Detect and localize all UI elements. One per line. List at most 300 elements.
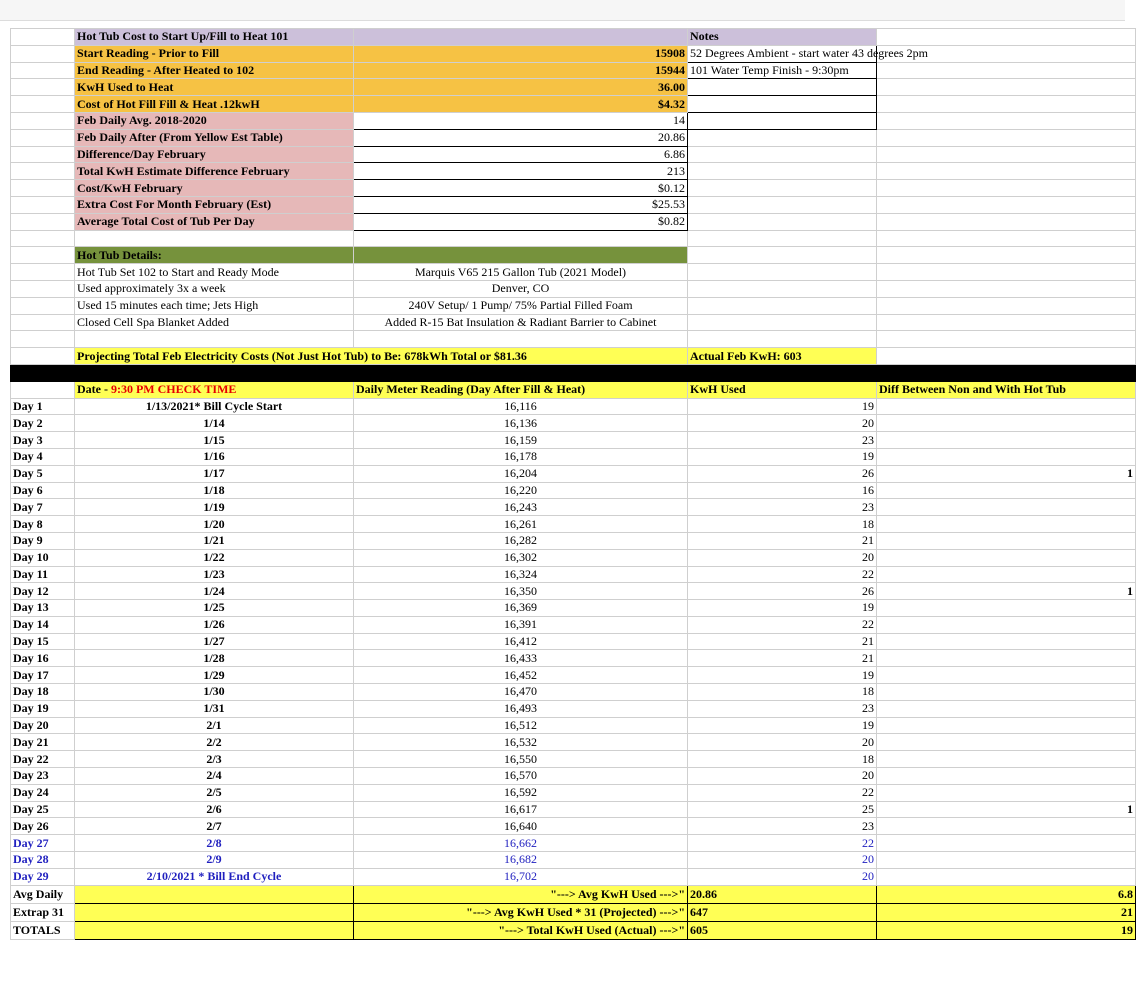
summary-label[interactable]: Extrap 31 (11, 903, 75, 921)
cost-label[interactable]: KwH Used to Heat (75, 79, 354, 96)
cost-label[interactable]: Extra Cost For Month February (Est) (75, 196, 354, 213)
meter-reading[interactable]: 16,159 (354, 432, 688, 449)
diff-cell[interactable] (877, 432, 1136, 449)
date-cell[interactable]: 2/8 (75, 835, 354, 852)
kwh-used[interactable]: 19 (688, 667, 877, 684)
log-row (11, 768, 1136, 785)
empty-cell[interactable] (75, 903, 354, 921)
empty-cell[interactable] (75, 331, 354, 348)
summary-diff[interactable]: 19 (877, 921, 1136, 939)
date-cell[interactable]: 2/10/2021 * Bill End Cycle (75, 868, 354, 885)
detail-left[interactable]: Hot Tub Set 102 to Start and Ready Mode (75, 264, 354, 281)
detail-right[interactable]: Denver, CO (354, 280, 688, 297)
day-label[interactable]: Day 29 (11, 868, 75, 885)
diff-cell[interactable] (877, 751, 1136, 768)
empty-cell[interactable] (75, 230, 354, 247)
day-label[interactable]: Day 16 (11, 650, 75, 667)
day-label[interactable]: Day 26 (11, 818, 75, 835)
empty-cell[interactable] (688, 230, 877, 247)
cost-value[interactable]: $0.82 (354, 213, 688, 230)
row-label-cell[interactable] (11, 196, 75, 213)
cost-value[interactable]: 14 (354, 112, 688, 129)
empty-cell[interactable] (877, 314, 1136, 331)
meter-reading[interactable]: 16,204 (354, 465, 688, 482)
diff-cell[interactable] (877, 566, 1136, 583)
empty-cell[interactable] (354, 364, 688, 381)
cost-row (11, 196, 1136, 213)
day-label[interactable]: Day 20 (11, 717, 75, 734)
summary-text[interactable]: "---> Total KwH Used (Actual) --->" (354, 921, 688, 939)
log-row (11, 667, 1136, 684)
cost-note[interactable] (688, 112, 877, 129)
diff-cell[interactable] (877, 684, 1136, 701)
summary-row (11, 921, 1136, 939)
summary-value[interactable]: 605 (688, 921, 877, 939)
day-label[interactable]: Day 25 (11, 801, 75, 818)
log-row (11, 684, 1136, 701)
day-label[interactable]: Day 1 (11, 398, 75, 415)
day-label[interactable]: Day 9 (11, 532, 75, 549)
cost-label[interactable]: Average Total Cost of Tub Per Day (75, 213, 354, 230)
row-label-cell[interactable] (11, 79, 75, 96)
cost-row (11, 163, 1136, 180)
day-label[interactable]: Day 8 (11, 516, 75, 533)
cost-header-row (11, 29, 1136, 46)
cost-label[interactable]: Cost of Hot Fill Fill & Heat .12kwH (75, 96, 354, 113)
row-label-cell[interactable] (11, 129, 75, 146)
empty-cell[interactable] (877, 146, 1136, 163)
kwh-used[interactable]: 22 (688, 784, 877, 801)
diff-cell[interactable] (877, 499, 1136, 516)
empty-cell[interactable] (75, 885, 354, 903)
day-label[interactable]: Day 19 (11, 700, 75, 717)
empty-cell[interactable] (11, 331, 75, 348)
meter-reading[interactable]: 16,412 (354, 633, 688, 650)
cost-note[interactable]: 101 Water Temp Finish - 9:30pm (688, 62, 877, 79)
empty-cell[interactable] (877, 213, 1136, 230)
cost-value[interactable]: 36.00 (354, 79, 688, 96)
log-row (11, 566, 1136, 583)
date-cell[interactable]: 2/6 (75, 801, 354, 818)
detail-right[interactable]: 240V Setup/ 1 Pump/ 75% Partial Filled Foam (354, 297, 688, 314)
kwh-used[interactable]: 18 (688, 751, 877, 768)
diff-cell[interactable]: 1 (877, 583, 1136, 600)
empty-cell[interactable] (877, 62, 1136, 79)
kwh-header[interactable]: KwH Used (688, 381, 877, 398)
detail-right[interactable]: Marquis V65 215 Gallon Tub (2021 Model) (354, 264, 688, 281)
cost-row (11, 180, 1136, 197)
blank-row (11, 230, 1136, 247)
kwh-used[interactable]: 18 (688, 684, 877, 701)
meter-reading[interactable]: 16,350 (354, 583, 688, 600)
kwh-used[interactable]: 19 (688, 717, 877, 734)
log-row (11, 415, 1136, 432)
cost-note[interactable] (688, 79, 877, 96)
date-cell[interactable]: 2/2 (75, 734, 354, 751)
empty-cell[interactable] (688, 213, 877, 230)
diff-cell[interactable] (877, 734, 1136, 751)
diff-cell[interactable] (877, 482, 1136, 499)
cost-value[interactable]: $4.32 (354, 96, 688, 113)
day-label[interactable]: Day 2 (11, 415, 75, 432)
summary-diff[interactable]: 21 (877, 903, 1136, 921)
empty-cell[interactable] (11, 230, 75, 247)
row-label-cell[interactable] (11, 29, 75, 46)
day-label[interactable]: Day 6 (11, 482, 75, 499)
empty-cell[interactable] (11, 364, 75, 381)
cost-label[interactable]: End Reading - After Heated to 102 (75, 62, 354, 79)
kwh-used[interactable]: 23 (688, 818, 877, 835)
day-label[interactable]: Day 21 (11, 734, 75, 751)
diff-cell[interactable] (877, 700, 1136, 717)
kwh-used[interactable]: 20 (688, 852, 877, 869)
summary-label[interactable]: TOTALS (11, 921, 75, 939)
row-label-cell[interactable] (11, 314, 75, 331)
cost-value[interactable]: $0.12 (354, 180, 688, 197)
cost-value[interactable]: 213 (354, 163, 688, 180)
date-cell[interactable]: 1/23 (75, 566, 354, 583)
diff-cell[interactable] (877, 600, 1136, 617)
meter-reading[interactable]: 16,532 (354, 734, 688, 751)
reading-header[interactable]: Daily Meter Reading (Day After Fill & Heat) (354, 381, 688, 398)
empty-cell[interactable] (688, 364, 877, 381)
date-cell[interactable]: 2/1 (75, 717, 354, 734)
day-label[interactable]: Day 18 (11, 684, 75, 701)
date-cell[interactable]: 2/9 (75, 852, 354, 869)
day-label[interactable]: Day 22 (11, 751, 75, 768)
row-label-cell[interactable] (11, 62, 75, 79)
meter-reading[interactable]: 16,570 (354, 768, 688, 785)
cost-row (11, 213, 1136, 230)
diff-cell[interactable] (877, 868, 1136, 885)
meter-reading[interactable]: 16,452 (354, 667, 688, 684)
empty-cell[interactable] (688, 297, 877, 314)
date-cell[interactable]: 1/20 (75, 516, 354, 533)
date-header-label: Date - (77, 382, 111, 397)
date-cell[interactable]: 1/15 (75, 432, 354, 449)
empty-cell[interactable] (877, 79, 1136, 96)
detail-right[interactable]: Added R-15 Bat Insulation & Radiant Barrier to Cabinet (354, 314, 688, 331)
day-label[interactable]: Day 5 (11, 465, 75, 482)
cost-value[interactable]: $25.53 (354, 196, 688, 213)
log-row (11, 751, 1136, 768)
row-label-cell[interactable] (11, 213, 75, 230)
empty-cell[interactable] (688, 146, 877, 163)
kwh-used[interactable]: 22 (688, 616, 877, 633)
empty-cell[interactable] (354, 29, 688, 46)
kwh-used[interactable]: 20 (688, 734, 877, 751)
diff-cell[interactable] (877, 633, 1136, 650)
empty-cell[interactable] (354, 331, 688, 348)
kwh-used[interactable]: 16 (688, 482, 877, 499)
diff-cell[interactable]: 1 (877, 801, 1136, 818)
row-label-cell[interactable] (11, 96, 75, 113)
kwh-used[interactable]: 25 (688, 801, 877, 818)
cost-label[interactable]: Start Reading - Prior to Fill (75, 45, 354, 62)
meter-reading[interactable]: 16,702 (354, 868, 688, 885)
projection-actual[interactable]: Actual Feb KwH: 603 (688, 348, 877, 365)
cost-label[interactable]: Cost/KwH February (75, 180, 354, 197)
diff-cell[interactable] (877, 717, 1136, 734)
summary-diff[interactable]: 6.8 (877, 885, 1136, 903)
diff-cell[interactable] (877, 852, 1136, 869)
empty-cell[interactable] (877, 163, 1136, 180)
row-label-cell[interactable] (11, 45, 75, 62)
kwh-used[interactable]: 19 (688, 600, 877, 617)
day-label[interactable]: Day 10 (11, 549, 75, 566)
spreadsheet-grid (10, 28, 1136, 940)
meter-reading[interactable]: 16,220 (354, 482, 688, 499)
date-cell[interactable]: 2/4 (75, 768, 354, 785)
day-label[interactable]: Day 17 (11, 667, 75, 684)
empty-cell[interactable] (688, 247, 877, 264)
kwh-used[interactable]: 20 (688, 868, 877, 885)
diff-cell[interactable] (877, 835, 1136, 852)
meter-reading[interactable]: 16,617 (354, 801, 688, 818)
diff-cell[interactable] (877, 516, 1136, 533)
empty-cell[interactable] (688, 180, 877, 197)
meter-reading[interactable]: 16,682 (354, 852, 688, 869)
meter-reading[interactable]: 16,550 (354, 751, 688, 768)
date-cell[interactable]: 1/26 (75, 616, 354, 633)
empty-cell[interactable] (688, 129, 877, 146)
empty-cell[interactable] (688, 196, 877, 213)
date-cell[interactable]: 1/22 (75, 549, 354, 566)
kwh-used[interactable]: 20 (688, 768, 877, 785)
meter-reading[interactable]: 16,243 (354, 499, 688, 516)
day-label[interactable]: Day 28 (11, 852, 75, 869)
date-cell[interactable]: 1/24 (75, 583, 354, 600)
empty-cell[interactable] (688, 264, 877, 281)
kwh-used[interactable]: 21 (688, 532, 877, 549)
diff-header[interactable]: Diff Between Non and With Hot Tub (877, 381, 1136, 398)
details-header[interactable]: Hot Tub Details: (75, 247, 354, 264)
date-cell[interactable]: 1/18 (75, 482, 354, 499)
diff-cell[interactable]: 1 (877, 465, 1136, 482)
row-label-cell[interactable] (11, 381, 75, 398)
cost-row (11, 45, 1136, 62)
empty-cell[interactable] (75, 364, 354, 381)
summary-text[interactable]: "---> Avg KwH Used * 31 (Projected) --->" (354, 903, 688, 921)
kwh-used[interactable]: 20 (688, 549, 877, 566)
meter-reading[interactable]: 16,136 (354, 415, 688, 432)
kwh-used[interactable]: 22 (688, 835, 877, 852)
empty-cell[interactable] (688, 280, 877, 297)
row-label-cell[interactable] (11, 180, 75, 197)
empty-cell[interactable] (877, 280, 1136, 297)
meter-reading[interactable]: 16,433 (354, 650, 688, 667)
empty-cell[interactable] (877, 196, 1136, 213)
date-cell[interactable]: 1/16 (75, 448, 354, 465)
log-row (11, 633, 1136, 650)
kwh-used[interactable]: 18 (688, 516, 877, 533)
day-label[interactable]: Day 24 (11, 784, 75, 801)
detail-left[interactable]: Used approximately 3x a week (75, 280, 354, 297)
log-row (11, 432, 1136, 449)
log-row (11, 583, 1136, 600)
detail-left[interactable]: Closed Cell Spa Blanket Added (75, 314, 354, 331)
cost-label[interactable]: Difference/Day February (75, 146, 354, 163)
cost-row (11, 62, 1136, 79)
diff-cell[interactable] (877, 398, 1136, 415)
meter-reading[interactable]: 16,282 (354, 532, 688, 549)
day-label[interactable]: Day 12 (11, 583, 75, 600)
diff-cell[interactable] (877, 784, 1136, 801)
log-row (11, 835, 1136, 852)
empty-cell[interactable] (877, 331, 1136, 348)
cost-label[interactable]: Total KwH Estimate Difference February (75, 163, 354, 180)
empty-cell[interactable] (877, 264, 1136, 281)
diff-cell[interactable] (877, 448, 1136, 465)
diff-cell[interactable] (877, 650, 1136, 667)
row-label-cell[interactable] (11, 146, 75, 163)
diff-cell[interactable] (877, 415, 1136, 432)
day-label[interactable]: Day 23 (11, 768, 75, 785)
meter-reading[interactable]: 16,662 (354, 835, 688, 852)
cost-value[interactable]: 6.86 (354, 146, 688, 163)
date-cell[interactable]: 1/25 (75, 600, 354, 617)
kwh-used[interactable]: 23 (688, 499, 877, 516)
meter-reading[interactable]: 16,640 (354, 818, 688, 835)
kwh-used[interactable]: 23 (688, 432, 877, 449)
meter-reading[interactable]: 16,116 (354, 398, 688, 415)
kwh-used[interactable]: 21 (688, 633, 877, 650)
log-header-row (11, 381, 1136, 398)
empty-cell[interactable] (877, 348, 1136, 365)
row-label-cell[interactable] (11, 112, 75, 129)
log-row (11, 448, 1136, 465)
empty-cell[interactable] (877, 112, 1136, 129)
day-label[interactable]: Day 27 (11, 835, 75, 852)
log-row (11, 549, 1136, 566)
diff-cell[interactable] (877, 818, 1136, 835)
diff-cell[interactable] (877, 667, 1136, 684)
date-cell[interactable]: 1/30 (75, 684, 354, 701)
row-label-cell[interactable] (11, 247, 75, 264)
cost-note[interactable]: 52 Degrees Ambient - start water 43 degrees 2pm (688, 45, 877, 62)
empty-cell[interactable] (877, 364, 1136, 381)
empty-cell[interactable] (877, 96, 1136, 113)
empty-cell[interactable] (354, 230, 688, 247)
cost-section-title[interactable]: Hot Tub Cost to Start Up/Fill to Heat 101 (75, 29, 354, 46)
kwh-used[interactable]: 23 (688, 700, 877, 717)
summary-value[interactable]: 20.86 (688, 885, 877, 903)
row-label-cell[interactable] (11, 264, 75, 281)
meter-reading[interactable]: 16,592 (354, 784, 688, 801)
row-label-cell[interactable] (11, 348, 75, 365)
date-cell[interactable]: 1/31 (75, 700, 354, 717)
cost-value[interactable]: 15944 (354, 62, 688, 79)
kwh-used[interactable]: 22 (688, 566, 877, 583)
empty-cell[interactable] (877, 29, 1136, 46)
cost-label[interactable]: Feb Daily After (From Yellow Est Table) (75, 129, 354, 146)
log-row (11, 465, 1136, 482)
date-cell[interactable]: 2/5 (75, 784, 354, 801)
meter-reading[interactable]: 16,470 (354, 684, 688, 701)
date-header[interactable] (75, 381, 354, 398)
cost-value[interactable]: 20.86 (354, 129, 688, 146)
kwh-used[interactable]: 20 (688, 415, 877, 432)
log-row (11, 818, 1136, 835)
summary-text[interactable]: "---> Avg KwH Used --->" (354, 885, 688, 903)
empty-cell[interactable] (877, 297, 1136, 314)
date-cell[interactable]: 1/21 (75, 532, 354, 549)
diff-cell[interactable] (877, 532, 1136, 549)
kwh-used[interactable]: 26 (688, 465, 877, 482)
kwh-used[interactable]: 21 (688, 650, 877, 667)
kwh-used[interactable]: 19 (688, 398, 877, 415)
diff-cell[interactable] (877, 616, 1136, 633)
meter-reading[interactable]: 16,369 (354, 600, 688, 617)
detail-left[interactable]: Used 15 minutes each time; Jets High (75, 297, 354, 314)
empty-cell[interactable] (354, 247, 688, 264)
kwh-used[interactable]: 26 (688, 583, 877, 600)
day-label[interactable]: Day 4 (11, 448, 75, 465)
diff-cell[interactable] (877, 549, 1136, 566)
date-cell[interactable]: 2/3 (75, 751, 354, 768)
details-row (11, 297, 1136, 314)
kwh-used[interactable]: 19 (688, 448, 877, 465)
log-row (11, 852, 1136, 869)
row-label-cell[interactable] (11, 163, 75, 180)
day-label[interactable]: Day 11 (11, 566, 75, 583)
log-row (11, 868, 1136, 885)
date-cell[interactable]: 2/7 (75, 818, 354, 835)
date-cell[interactable]: 1/17 (75, 465, 354, 482)
meter-reading[interactable]: 16,178 (354, 448, 688, 465)
empty-cell[interactable] (688, 163, 877, 180)
meter-reading[interactable]: 16,261 (354, 516, 688, 533)
meter-reading[interactable]: 16,493 (354, 700, 688, 717)
date-cell[interactable]: 1/29 (75, 667, 354, 684)
day-label[interactable]: Day 7 (11, 499, 75, 516)
date-cell[interactable]: 1/19 (75, 499, 354, 516)
projection-text[interactable]: Projecting Total Feb Electricity Costs (Not Just Hot Tub) to Be: 678kWh Total or $81.36 (75, 348, 688, 365)
log-row (11, 616, 1136, 633)
row-label-cell[interactable] (11, 297, 75, 314)
details-row (11, 264, 1136, 281)
summary-label[interactable]: Avg Daily (11, 885, 75, 903)
date-cell[interactable]: 1/14 (75, 415, 354, 432)
summary-value[interactable]: 647 (688, 903, 877, 921)
empty-cell[interactable] (877, 247, 1136, 264)
empty-cell[interactable] (877, 129, 1136, 146)
day-label[interactable]: Day 15 (11, 633, 75, 650)
row-label-cell[interactable] (11, 280, 75, 297)
date-cell[interactable]: 1/27 (75, 633, 354, 650)
empty-cell[interactable] (877, 180, 1136, 197)
meter-reading[interactable]: 16,324 (354, 566, 688, 583)
meter-reading[interactable]: 16,302 (354, 549, 688, 566)
date-cell[interactable]: 1/13/2021* Bill Cycle Start (75, 398, 354, 415)
day-label[interactable]: Day 14 (11, 616, 75, 633)
cost-note[interactable] (688, 96, 877, 113)
date-cell[interactable]: 1/28 (75, 650, 354, 667)
meter-reading[interactable]: 16,512 (354, 717, 688, 734)
empty-cell[interactable] (75, 921, 354, 939)
empty-cell[interactable] (688, 331, 877, 348)
meter-reading[interactable]: 16,391 (354, 616, 688, 633)
empty-cell[interactable] (688, 314, 877, 331)
notes-header[interactable]: Notes (688, 29, 877, 46)
cost-label[interactable]: Feb Daily Avg. 2018-2020 (75, 112, 354, 129)
day-label[interactable]: Day 13 (11, 600, 75, 617)
day-label[interactable]: Day 3 (11, 432, 75, 449)
cost-value[interactable]: 15908 (354, 45, 688, 62)
cost-row (11, 146, 1136, 163)
diff-cell[interactable] (877, 768, 1136, 785)
empty-cell[interactable] (877, 230, 1136, 247)
